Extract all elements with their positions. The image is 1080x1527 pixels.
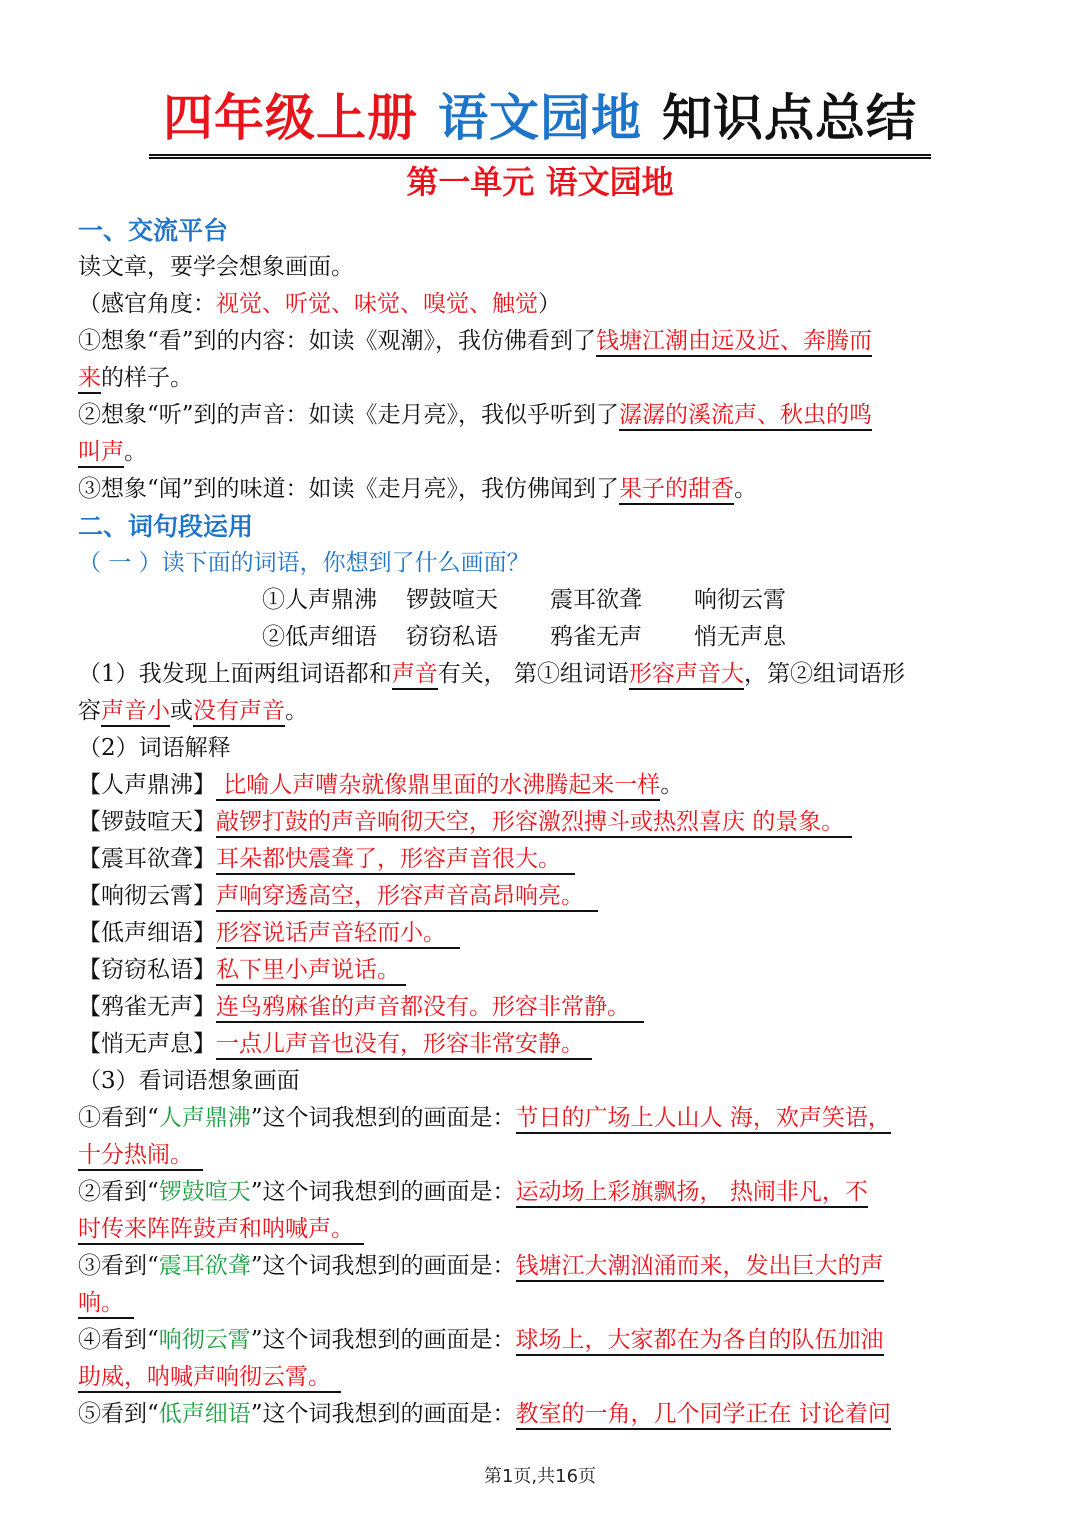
imagine-item [78,1174,1002,1211]
imagine-word: 响彻云霄 [158,1327,251,1353]
word-item: 鸦雀无声 [550,624,642,650]
imagine-word: 低声细语 [158,1401,251,1427]
imagine-question: ”这个词我想到的画面是： [250,1105,516,1131]
definition-text: 敲锣打鼓的声音响彻天空，形容激烈搏斗或热烈喜庆 的景象。 [216,809,852,838]
unit-subtitle: 第一单元 语文园地 [406,163,674,201]
imagine-answer: 钱塘江大潮汹涌而来，发出巨大的声 [516,1253,884,1282]
item3-answer: 果子的甜香 [619,476,734,505]
imagine-question: ”这个词我想到的画面是： [250,1401,516,1427]
definition-row [78,804,1002,841]
definition-row [78,767,1002,804]
definition-text: 耳朵都快震聋了，形容声音很大。 [216,846,575,875]
q1-answer-loud: 形容声音大 [629,661,744,690]
page-footer: 第1页,共16页 [483,1466,597,1487]
definition-term: 【悄无声息】 [78,1031,216,1057]
definition-text: 连鸟鸦麻雀的声音都没有。形容非常静。 [216,994,644,1023]
word-item: 震耳欲聋 [550,587,642,613]
item1-answer: 钱塘江潮由远及近、奔腾而 [596,328,872,357]
imagine-word: 震耳欲聋 [158,1253,251,1279]
q1-line2 [78,693,1002,730]
title-topic: 语文园地 [438,89,642,147]
definition-text: 比喻人声嘈杂就像鼎里面的水沸腾起来一样 [216,772,660,801]
imagine-word: 锣鼓喧天 [158,1179,251,1205]
definition-term: 【低声细语】 [78,920,216,946]
q1-text: （1）我发现上面两组词语都和 [78,661,392,687]
definition-text: 私下里小声说话。 [216,957,406,986]
word-group-2 [78,619,1002,656]
definition-term: 【震耳欲聋】 [78,846,216,872]
imagine-answer-cont: 时传来阵阵鼓声和呐喊声。 [78,1216,364,1245]
definition-row [78,878,1002,915]
q1-text-4: 容 [78,698,101,724]
definition-text: 一点儿声音也没有，形容非常安静。 [216,1031,592,1060]
q1-answer-sound: 声音 [392,661,438,690]
definition-row [78,915,1002,952]
page-title [149,88,931,159]
item1-end: 的样子。 [101,365,193,391]
word-item: 悄无声息 [694,624,786,650]
imagine-item-cont [78,1211,1002,1248]
title-summary: 知识点总结 [662,89,917,147]
item2-line1 [78,397,1002,434]
imagine-prefix: ②看到“ [78,1179,159,1205]
word-item: 窃窃私语 [406,624,498,650]
imagine-question: ”这个词我想到的画面是： [250,1327,516,1353]
imagine-item [78,1100,1002,1137]
imagine-item [78,1248,1002,1285]
section2-sub1: （ 一 ）读下面的词语，你想到了什么画面？ [78,550,530,576]
section1-heading: 一、交流平台 [78,216,229,245]
q1-answer-silent: 没有声音 [193,698,285,727]
q1-text-2: 有关， 第①组词语 [437,661,629,687]
senses-suffix: ） [538,291,561,317]
title-grade: 四年级上册 [163,89,418,147]
definition-row [78,952,1002,989]
word-item: ②低声细语 [262,624,377,650]
imagine-item-cont [78,1359,1002,1396]
word-item: 锣鼓喧天 [406,587,498,613]
definitions-list [78,767,1002,1063]
imagine-list [78,1100,1002,1433]
q3-heading: （3）看词语想象画面 [78,1068,300,1094]
imagine-answer-cont: 十分热闹。 [78,1142,203,1171]
definition-row [78,1026,1002,1063]
imagine-answer-cont: 响。 [78,1290,134,1319]
imagine-item [78,1396,1002,1433]
definition-text: 声响穿透高空，形容声音高昂响亮。 [216,883,598,912]
imagine-word: 人声鼎沸 [158,1105,251,1131]
item3-end: 。 [734,476,758,502]
senses-list: 视觉、听觉、味觉、嗅觉、触觉 [216,291,538,317]
imagine-question: ”这个词我想到的画面是： [250,1253,516,1279]
item1-answer-cont: 来 [78,365,101,394]
definition-term: 【响彻云霄】 [78,883,216,909]
definition-row [78,989,1002,1026]
q1-end: 。 [285,698,308,724]
definition-text: 形容说话声音轻而小。 [216,920,460,949]
item2-end: 。 [124,439,147,465]
imagine-answer: 节日的广场上人山人 海，欢声笑语， [516,1105,891,1134]
q1-line1 [78,656,1002,693]
definition-term: 【窃窃私语】 [78,957,216,983]
word-item: ①人声鼎沸 [262,587,377,613]
q1-answer-quiet: 声音小 [101,698,170,727]
item1-text: ①想象“看”到的内容：如读《观潮》，我仿佛看到了 [78,328,597,354]
imagine-prefix: ④看到“ [78,1327,159,1353]
word-item: 响彻云霄 [694,587,786,613]
definition-term: 【鸦雀无声】 [78,994,216,1020]
imagine-answer: 球场上，大家都在为各自的队伍加油 [516,1327,884,1356]
imagine-item-cont [78,1285,1002,1322]
q1-text-3: ，第②组词语形 [743,661,905,687]
item1-line2 [78,360,1002,397]
item2-line2 [78,434,1002,471]
item1-line1 [78,323,1002,360]
item2-answer-cont: 叫声 [78,439,124,468]
item2-text: ②想象“听”到的声音：如读《走月亮》，我似乎听到了 [78,402,620,428]
section1-intro: 读文章，要学会想象画面。 [78,254,354,280]
imagine-prefix: ①看到“ [78,1105,159,1131]
item3-line [78,471,1002,508]
imagine-prefix: ⑤看到“ [78,1401,159,1427]
imagine-item [78,1322,1002,1359]
item2-answer: 潺潺的溪流声、秋虫的鸣 [619,402,872,431]
title-container [0,88,1080,159]
senses-line [78,286,1002,323]
definition-row [78,841,1002,878]
senses-prefix: （感官角度： [78,291,216,317]
section2-heading: 二、词句段运用 [78,512,254,541]
imagine-prefix: ③看到“ [78,1253,159,1279]
q2-heading: （2）词语解释 [78,735,231,761]
imagine-answer: 运动场上彩旗飘扬， 热闹非凡，不 [516,1179,868,1208]
definition-end: 。 [660,772,684,798]
document-body [78,212,1002,1433]
word-group-1 [78,582,1002,619]
definition-term: 【锣鼓喧天】 [78,809,216,835]
imagine-answer-cont: 助威，呐喊声响彻云霄。 [78,1364,341,1393]
item3-text: ③想象“闻”到的味道：如读《走月亮》，我仿佛闻到了 [78,476,620,502]
definition-term: 【人声鼎沸】 [78,772,216,798]
imagine-answer: 教室的一角，几个同学正在 讨论着问 [516,1401,891,1430]
q1-text-5: 或 [170,698,193,724]
imagine-question: ”这个词我想到的画面是： [250,1179,516,1205]
imagine-item-cont [78,1137,1002,1174]
